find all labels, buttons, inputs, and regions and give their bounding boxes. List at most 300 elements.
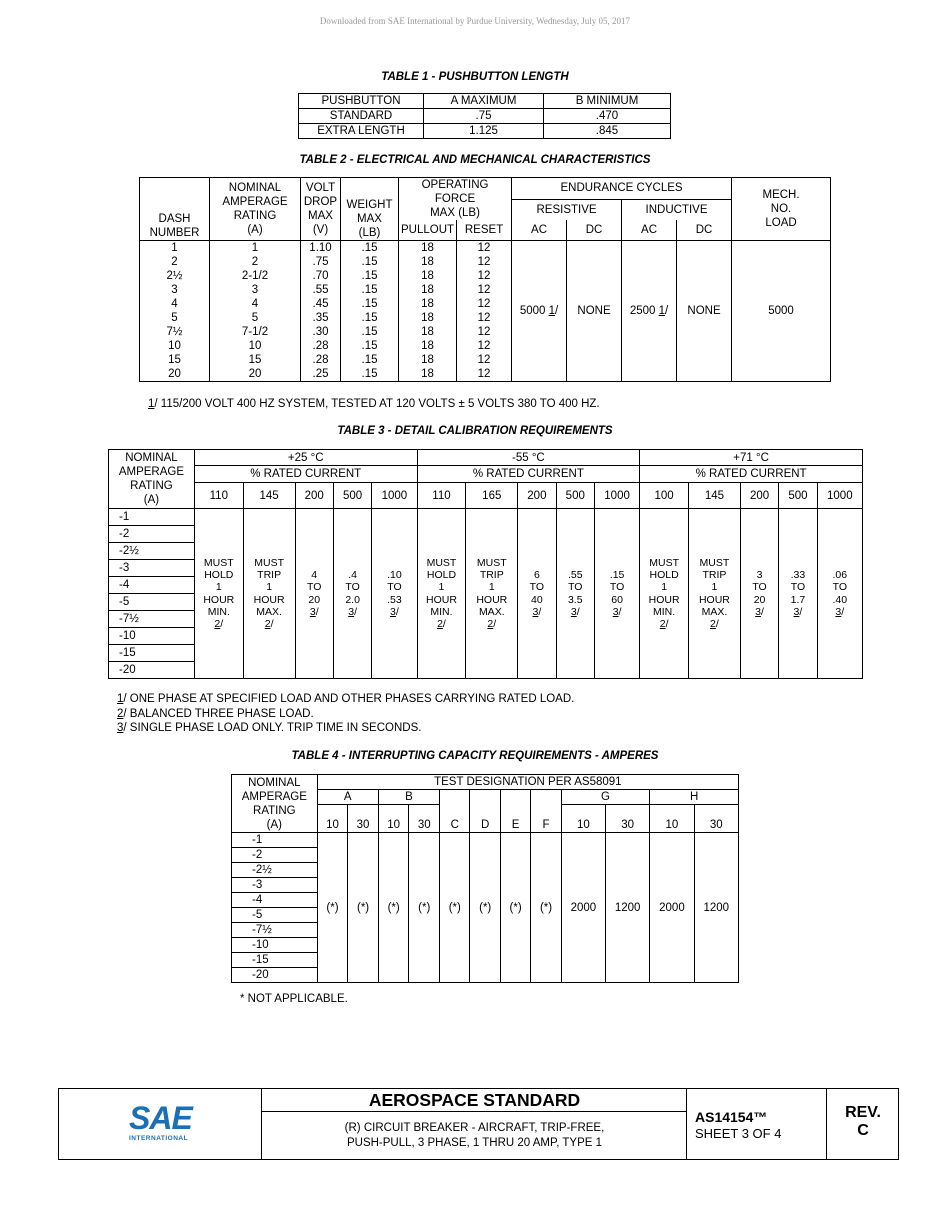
table-cell: .70 [301,269,341,283]
table-cell: 20 [210,367,301,382]
percent-column-header: 200 [518,483,556,509]
rating-cell: -10 [232,938,318,953]
calibration-value [740,509,778,679]
table-cell: .15 [341,269,399,283]
logo-mark: SAE [129,1100,192,1136]
test-column-header: 30 [694,805,738,833]
capacity-value: 2000 [561,833,605,983]
calibration-value [817,509,862,679]
group-header: B [378,790,439,805]
temp-header: +25 °C [194,450,417,466]
revision-cell [826,1089,899,1159]
footnote-text: / ONE PHASE AT SPECIFIED LOAD AND OTHER PHASES CARRYING RATED LOAD. [123,693,575,705]
test-column-header: 10 [317,805,348,833]
table-cell: 7-1/2 [210,325,301,339]
test-column-header: C [440,805,470,833]
calibration-value [417,509,466,679]
table-cell: 15 [210,353,301,367]
standard-description [262,1112,687,1150]
test-column-header: E [500,805,530,833]
value-line: MAX. [256,605,282,618]
value-line: TO [568,581,583,594]
value-line: TO [345,581,360,594]
table2-electrical-mechanical [139,177,831,382]
value-line: TO [307,581,322,594]
table-row [299,124,671,139]
capacity-value: (*) [378,833,409,983]
value-line: .15 [609,568,625,581]
value-line: 1 [215,581,222,594]
header-text: MECH. [762,188,800,201]
table-row [299,109,671,124]
header-text: (A) [143,494,160,506]
table1-caption: TABLE 1 - PUSHBUTTON LENGTH [381,71,569,83]
value-line: HOUR [476,593,508,606]
header-text: NOMINAL [248,776,301,789]
cell-value: NONE [577,304,611,317]
table2-caption: TABLE 2 - ELECTRICAL AND MECHANICAL CHARACTERISTICS [299,154,651,166]
group-header-blank [531,790,561,805]
group-header: H [650,790,739,805]
rating-cell: -5 [232,908,318,923]
percent-column-header: 145 [689,483,741,509]
value-line: TO [609,581,625,594]
value-line: HOUR [203,593,235,606]
value-line: HOUR [253,593,285,606]
table3-calibration [108,449,863,679]
table-cell: 12 [457,297,512,311]
table-cell: 18 [399,353,457,367]
table-cell: .15 [341,283,399,297]
standard-title: AEROSPACE STANDARD [262,1089,687,1112]
table-cell: 10 [140,339,210,353]
group-header-blank [500,790,530,805]
cell-value: NONE [687,304,721,317]
test-column-header: 10 [378,805,409,833]
table-cell: .35 [301,311,341,325]
header-text: DASH [158,212,191,225]
footnote-ref: 3 [755,605,761,618]
inductive-header: INDUCTIVE [622,199,732,220]
value-line: HOUR [698,593,730,606]
mech-load-header [732,178,831,241]
header-text: OPERATING FORCE [421,179,489,205]
table-cell: .15 [341,325,399,339]
calibration-value [295,509,333,679]
table-cell: 12 [457,255,512,269]
footnote-text: / SINGLE PHASE LOAD ONLY. TRIP TIME IN SECONDS. [123,722,422,734]
capacity-value: 1200 [606,833,650,983]
capacity-value: (*) [500,833,530,983]
value-line: MUST [699,556,730,569]
rating-cell: -2 [232,848,318,863]
table-cell: .15 [341,339,399,353]
table-cell: 2 [140,255,210,269]
title-cell [261,1089,687,1159]
table-cell: 10 [210,339,301,353]
rated-current-header: % RATED CURRENT [417,466,640,483]
table-cell: 18 [399,269,457,283]
header-text: MAX (LB) [430,207,480,219]
sheet-number: SHEET 3 OF 4 [695,1126,782,1141]
description-line: (R) CIRCUIT BREAKER - AIRCRAFT, TRIP-FREE, [344,1122,605,1134]
value-line: 1 [661,581,668,594]
table-cell: 12 [457,325,512,339]
table4-caption: TABLE 4 - INTERRUPTING CAPACITY REQUIREMENTS - AMPERES [291,750,659,762]
table-cell: 3 [140,283,210,297]
footnote-number: 2 [117,707,124,720]
table1-pushbutton-length [298,93,671,139]
rating-cell: -20 [232,968,318,983]
pullout-header: PULLOUT [399,220,457,240]
table-cell: .75 [301,255,341,269]
footnote-number: 3 [117,722,124,734]
percent-column-header: 1000 [594,483,639,509]
value-line: 2.0 [345,593,360,606]
value-line: TO [387,581,402,594]
rating-cell: -3 [109,560,195,577]
download-watermark: Downloaded from SAE International by Purdue University, Wednesday, July 05, 2017 [319,16,631,26]
footnote-text: / BALANCED THREE PHASE LOAD. [123,707,314,720]
table-cell: 12 [457,339,512,353]
value-line: 2/ [437,618,446,631]
rating-cell: -7½ [109,611,195,628]
calibration-value [333,509,371,679]
temp-header: -55 °C [417,450,640,466]
footnote-ref: 3 [309,605,316,618]
table-cell: 12 [457,367,512,382]
rated-current-header: % RATED CURRENT [640,466,863,483]
header-text: AMPERAGE [118,466,185,478]
value-line: 2/ [264,618,274,631]
endurance-cycles-header: ENDURANCE CYCLES [512,178,732,200]
table-cell: 4 [140,297,210,311]
footnote-ref: 3 [570,605,577,618]
rated-current-header: % RATED CURRENT [194,466,417,483]
footnote-text: / 115/200 VOLT 400 HZ SYSTEM, TESTED AT 120 VOLTS ± 5 VOLTS 380 TO 400 HZ. [154,398,600,410]
value-line: MUST [254,556,284,569]
group-header: G [561,790,650,805]
value-line: .10 [387,568,402,581]
rating-cell: -10 [109,628,195,645]
table-cell: 12 [457,269,512,283]
inductive-dc-value [677,240,732,381]
capacity-value: (*) [317,833,348,983]
header-text: DROP [303,195,338,208]
value-line: 3/ [793,605,803,618]
value-line: 20 [308,593,321,606]
mech-load-value [732,240,831,381]
logo-subtext: INTERNATIONAL [129,1135,189,1142]
value-line: 2/ [487,618,497,631]
footnote-number: 1 [117,693,124,705]
value-line: 1.7 [790,593,806,606]
footnote [117,721,574,736]
table-cell: 18 [399,255,457,269]
header-text: (V) [312,223,329,236]
value-line: HOUR [648,593,680,606]
document-number: AS14154™ [695,1109,768,1125]
value-line: 2/ [214,618,224,631]
rating-cell: -4 [109,577,195,594]
test-designation-header: TEST DESIGNATION PER AS58091 [317,775,738,790]
footnote-ref: 1 [658,304,666,317]
header-cell: PUSHBUTTON [299,94,424,109]
table-cell: .28 [301,353,341,367]
cell-value: 5000 [519,304,546,317]
footnote-ref: 2 [659,618,666,631]
table-cell: 12 [457,353,512,367]
table-row [232,833,739,848]
header-text: (LB) [358,226,381,239]
table-cell: 18 [399,367,457,382]
table-cell: .15 [341,297,399,311]
value-line: .06 [832,568,848,581]
table-cell: 5 [140,311,210,325]
test-column-header: F [531,805,561,833]
dc-header: DC [567,220,622,240]
value-line: 2/ [710,618,719,631]
value-line: 1 [266,581,273,594]
percent-column-header: 200 [295,483,333,509]
test-column-header: 10 [650,805,694,833]
table-cell: 20 [140,367,210,382]
value-line: 20 [753,593,766,606]
table-cell: .15 [341,255,399,269]
group-header: A [317,790,378,805]
table-row [140,240,831,255]
table-cell: .15 [341,311,399,325]
table-cell: .75 [424,109,544,124]
value-line: 3/ [309,605,319,618]
revision-label: REV. [845,1104,881,1121]
resistive-header: RESISTIVE [512,199,622,220]
value-line: 1 [711,581,718,594]
header-text: AMPERAGE [222,195,288,208]
value-line: 3/ [570,605,580,618]
capacity-value: (*) [409,833,440,983]
description-line: PUSH-PULL, 3 PHASE, 1 THRU 20 AMP, TYPE 1 [346,1136,603,1149]
value-line: TO [790,581,806,594]
header-text: VOLT [305,181,336,194]
capacity-value: (*) [470,833,500,983]
table-cell: 2-1/2 [210,269,301,283]
calibration-value [689,509,741,679]
sae-logo [59,1089,261,1159]
calibration-value [556,509,594,679]
table-cell: .470 [544,109,671,124]
header-text: NOMINAL [228,181,282,194]
value-line: .55 [567,568,583,581]
value-line: MIN. [207,605,230,618]
value-line: 3/ [612,605,622,618]
table-cell: .25 [301,367,341,382]
percent-column-header: 500 [556,483,594,509]
header-text: NUMBER [149,226,200,239]
value-line: 3/ [532,605,542,618]
table-cell: .15 [341,240,399,255]
rating-cell: -2 [109,526,195,543]
test-column-header: 10 [561,805,605,833]
percent-column-header: 200 [740,483,778,509]
value-line: 6 [533,568,540,581]
value-line: TRIP [479,568,504,581]
table2-footnote [148,397,600,412]
value-line: .4 [348,568,357,581]
footnote-ref: 2 [710,618,716,631]
temp-header: +71 °C [640,450,863,466]
test-column-header: 30 [409,805,440,833]
group-header-blank [470,790,500,805]
rating-cell: -20 [109,662,195,679]
reset-header: RESET [457,220,512,240]
table-cell: .28 [301,339,341,353]
value-line: 3 [756,568,763,581]
value-line: HOLD [426,568,457,581]
value-line: 1 [488,581,495,594]
percent-column-header: 500 [779,483,817,509]
weight-header [341,178,399,241]
calibration-value [243,509,295,679]
group-header-blank [440,790,470,805]
value-line: TO [529,581,545,594]
cell-value: 5000 [768,304,794,317]
document-number-cell [686,1089,827,1159]
cell-value: 2500 [629,304,656,317]
header-text: WEIGHT [346,198,393,211]
percent-column-header: 1000 [372,483,417,509]
percent-column-header: 100 [640,483,689,509]
table-cell: EXTRA LENGTH [299,124,424,139]
header-text: AMPERAGE [241,790,307,803]
table-cell: 18 [399,297,457,311]
calibration-value [194,509,243,679]
value-line: HOLD [204,568,234,581]
footnote-ref: 3 [348,605,355,618]
percent-column-header: 1000 [817,483,862,509]
table-cell: .45 [301,297,341,311]
calibration-value [594,509,639,679]
value-line: MIN. [653,605,676,618]
capacity-value: (*) [348,833,379,983]
table-cell: 2 [210,255,301,269]
revision-letter: C [857,1122,869,1139]
table-cell: STANDARD [299,109,424,124]
table-cell: 18 [399,283,457,297]
rating-cell: -3 [232,878,318,893]
calibration-value [466,509,518,679]
dc-header: DC [677,220,732,240]
capacity-value: 1200 [694,833,738,983]
title-block [58,1088,899,1160]
table-cell: 2½ [140,269,210,283]
footnote-ref: 3 [835,605,842,618]
test-column-header: D [470,805,500,833]
dash-number-header [140,178,210,241]
header-text: NO. [770,202,792,215]
value-line: TRIP [702,568,727,581]
header-text: (A) [247,223,263,236]
table-cell: 3 [210,283,301,297]
table-cell: 1.125 [424,124,544,139]
value-line: 40 [531,593,543,606]
value-line: MUST [426,556,457,569]
value-line: 2/ [659,618,669,631]
value-line: 3/ [390,605,399,618]
footnote [117,707,574,722]
value-line: 4 [311,568,318,581]
table-cell: 18 [399,339,457,353]
table-cell: 12 [457,240,512,255]
footnote-ref: 3 [793,605,800,618]
capacity-value: (*) [531,833,561,983]
table-cell: 1 [140,240,210,255]
resistive-dc-value [567,240,622,381]
nominal-amperage-header [210,178,301,241]
value-line: 3/ [835,605,845,618]
table-cell: 18 [399,240,457,255]
capacity-value: 2000 [650,833,694,983]
percent-column-header: 110 [417,483,466,509]
value-line: 3/ [755,605,764,618]
rating-cell: -7½ [232,923,318,938]
rating-cell: -4 [232,893,318,908]
rating-cell: -1 [109,509,195,526]
table-cell: 1.10 [301,240,341,255]
rating-cell: -15 [232,953,318,968]
header-text: LOAD [765,216,797,229]
footnote-ref: 2 [437,618,443,631]
table4-footnote: * NOT APPLICABLE. [240,993,348,1005]
footnote-ref: 2 [214,618,221,631]
nominal-amperage-header [232,775,318,833]
rating-cell: -1 [232,833,318,848]
header-cell: B MINIMUM [544,94,671,109]
table-cell: 1 [210,240,301,255]
table3-caption: TABLE 3 - DETAIL CALIBRATION REQUIREMENTS [337,425,613,437]
footnote-ref: 3 [390,605,396,618]
rating-cell: -15 [109,645,195,662]
value-line: .53 [387,593,402,606]
volt-drop-header [301,178,341,241]
header-text: MAX [357,212,382,225]
calibration-value [779,509,817,679]
header-text: NOMINAL [125,452,178,464]
value-line: MIN. [430,605,453,618]
table-cell: 18 [399,311,457,325]
nominal-amperage-header [109,450,195,509]
value-line: 3/ [348,605,357,618]
table3-footnotes [117,692,574,736]
footnote-ref: 2 [487,618,494,631]
header-text: MAX [308,209,333,222]
rating-cell: -2½ [232,863,318,878]
footnote-ref: 2 [264,618,271,631]
value-line: MUST [476,556,507,569]
value-line: .40 [832,593,848,606]
percent-column-header: 165 [466,483,518,509]
percent-column-header: 500 [333,483,371,509]
calibration-value [640,509,689,679]
table-cell: .15 [341,353,399,367]
table-row [109,509,863,526]
header-text: RATING [233,209,277,222]
value-line: MAX. [701,605,728,618]
footnote-ref: 3 [612,605,619,618]
test-column-header: 30 [606,805,650,833]
ac-header: AC [622,220,677,240]
table-cell: 7½ [140,325,210,339]
